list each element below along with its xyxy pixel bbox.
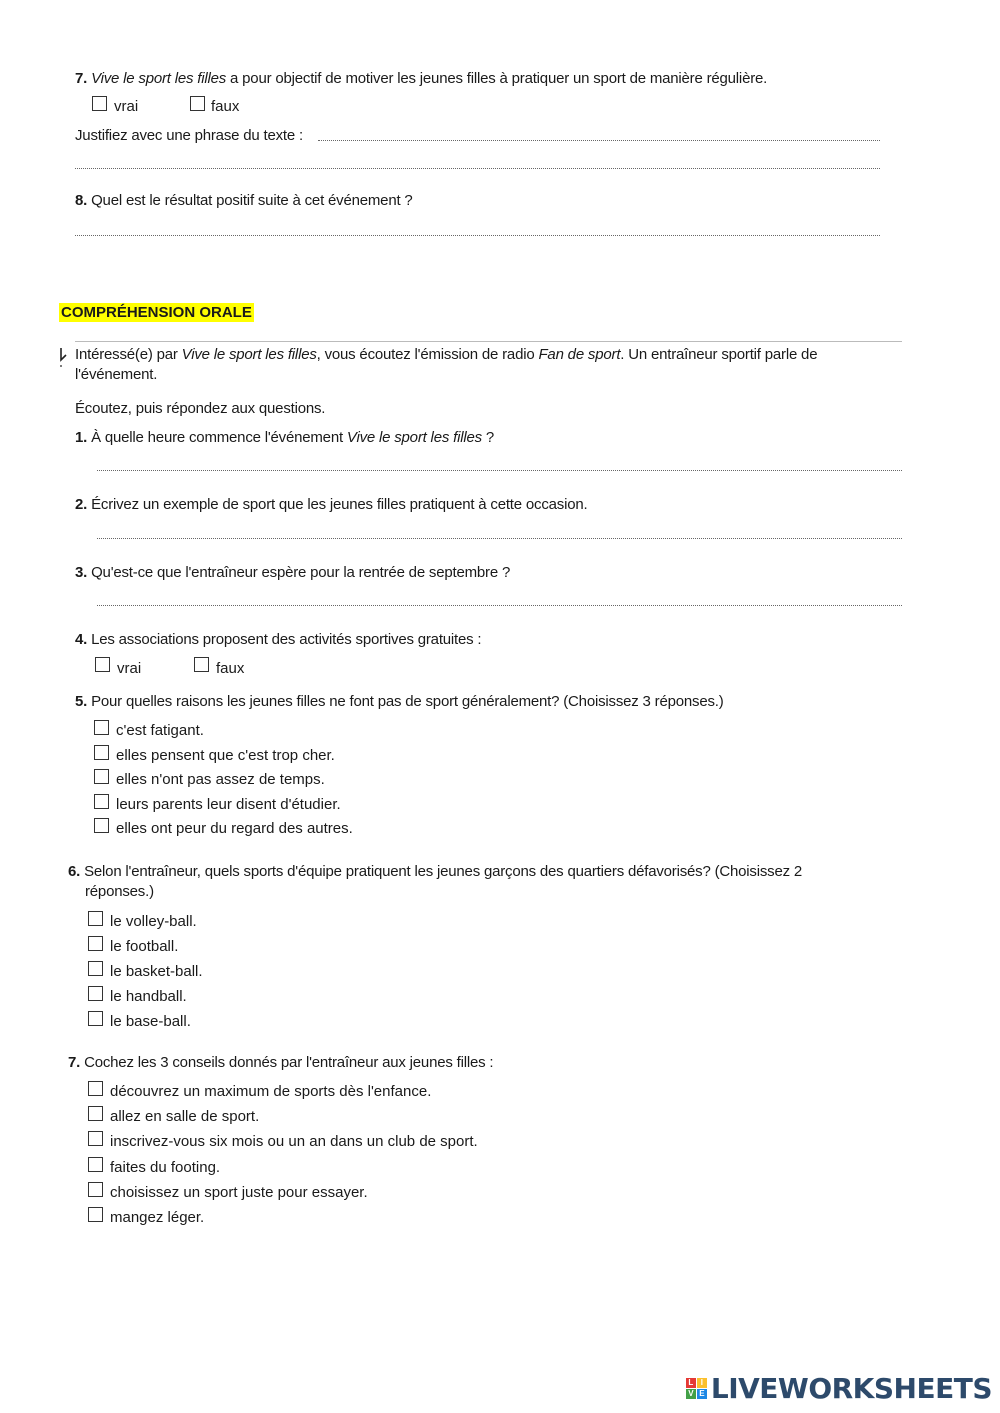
oral-question-5: 5. Pour quelles raisons les jeunes filles ne font pas de sport généralement? (Choisissez 3 réponses.)	[75, 693, 724, 710]
answer-line[interactable]	[318, 140, 880, 141]
option-vrai-label: vrai	[114, 98, 139, 115]
question-number: 7.	[68, 1054, 81, 1071]
oral-question-3: 3. Qu'est-ce que l'entraîneur espère pour la rentrée de septembre ?	[75, 564, 511, 581]
section-divider	[75, 341, 902, 342]
liveworksheets-logo[interactable]	[686, 1372, 992, 1405]
checkbox-option[interactable]	[88, 1011, 103, 1026]
checkbox-option[interactable]	[88, 961, 103, 976]
section-intro-line2: l'événement.	[75, 366, 158, 383]
question-number: 2.	[75, 496, 88, 513]
oral-question-4: 4. Les associations proposent des activités sportives gratuites :	[75, 631, 482, 648]
question-7-reading	[75, 70, 767, 87]
question-8-reading	[75, 192, 413, 209]
audio-icon[interactable]	[58, 346, 68, 368]
option-label: le basket-ball.	[110, 963, 203, 980]
answer-line[interactable]	[75, 168, 880, 169]
answer-line[interactable]	[97, 470, 902, 471]
checkbox-option[interactable]	[94, 769, 109, 784]
answer-line[interactable]	[97, 538, 902, 539]
option-label: leurs parents leur disent d'étudier.	[116, 796, 341, 813]
answer-line[interactable]	[97, 605, 902, 606]
answer-line[interactable]	[75, 235, 880, 236]
oral-question-6: 6. Selon l'entraîneur, quels sports d'équipe pratiquent les jeunes garçons des quartiers défavorisés? (Choisissez 2	[68, 863, 803, 880]
checkbox-vrai[interactable]	[95, 657, 110, 672]
option-label: allez en salle de sport.	[110, 1108, 260, 1125]
brand-name: LIVEWORKSHEETS	[710, 1372, 992, 1405]
question-number: 8.	[75, 192, 88, 209]
option-label: découvrez un maximum de sports dès l'enfance.	[110, 1083, 432, 1100]
checkbox-faux[interactable]	[194, 657, 209, 672]
question-number: 5.	[75, 693, 88, 710]
question-number: 1.	[75, 429, 88, 446]
option-label: elles n'ont pas assez de temps.	[116, 771, 325, 788]
option-label: le football.	[110, 938, 179, 955]
section-title: COMPRÉHENSION ORALE	[61, 304, 252, 321]
checkbox-option[interactable]	[88, 936, 103, 951]
checkbox-option[interactable]	[88, 1182, 103, 1197]
option-label: mangez léger.	[110, 1209, 205, 1226]
option-label: le volley-ball.	[110, 913, 197, 930]
option-label: le handball.	[110, 988, 187, 1005]
question-text: a pour objectif de motiver les jeunes filles à pratiquer un sport de manière régulière.	[226, 70, 768, 87]
option-label: inscrivez-vous six mois ou un an dans un club de sport.	[110, 1133, 478, 1150]
logo-icon: L I V E	[686, 1378, 707, 1399]
section-intro: Intéressé(e) par Vive le sport les filles, vous écoutez l'émission de radio Fan de sport. Un entraîneur sportif parle de	[75, 346, 818, 363]
question-number: 6.	[68, 863, 81, 880]
checkbox-option[interactable]	[94, 720, 109, 735]
option-label: faites du footing.	[110, 1159, 221, 1176]
checkbox-option[interactable]	[88, 1131, 103, 1146]
checkbox-option[interactable]	[94, 794, 109, 809]
checkbox-option[interactable]	[88, 1081, 103, 1096]
question-text: Quel est le résultat positif suite à cet événement ?	[91, 192, 413, 209]
option-faux-label: faux	[211, 98, 240, 115]
oral-question-2: 2. Écrivez un exemple de sport que les jeunes filles pratiquent à cette occasion.	[75, 496, 588, 513]
checkbox-option[interactable]	[88, 1207, 103, 1222]
checkbox-option[interactable]	[88, 986, 103, 1001]
option-label: elles pensent que c'est trop cher.	[116, 747, 335, 764]
checkbox-option[interactable]	[88, 1106, 103, 1121]
event-name: Vive le sport les filles	[91, 70, 227, 87]
checkbox-vrai[interactable]	[92, 96, 107, 111]
option-label: le base-ball.	[110, 1013, 191, 1030]
checkbox-option[interactable]	[94, 818, 109, 833]
option-vrai-label: vrai	[117, 660, 142, 677]
oral-question-1: 1. À quelle heure commence l'événement Vive le sport les filles ?	[75, 429, 495, 446]
option-label: elles ont peur du regard des autres.	[116, 820, 353, 837]
option-label: c'est fatigant.	[116, 722, 204, 739]
question-number: 3.	[75, 564, 88, 581]
justify-label: Justifiez avec une phrase du texte :	[75, 127, 303, 144]
checkbox-option[interactable]	[94, 745, 109, 760]
question-text-continued: réponses.)	[85, 883, 154, 900]
question-number: 7.	[75, 70, 88, 87]
option-faux-label: faux	[216, 660, 245, 677]
checkbox-faux[interactable]	[190, 96, 205, 111]
option-label: choisissez un sport juste pour essayer.	[110, 1184, 368, 1201]
checkbox-option[interactable]	[88, 1157, 103, 1172]
instruction: Écoutez, puis répondez aux questions.	[75, 400, 326, 417]
checkbox-option[interactable]	[88, 911, 103, 926]
oral-question-7: 7. Cochez les 3 conseils donnés par l'entraîneur aux jeunes filles :	[68, 1054, 494, 1071]
question-number: 4.	[75, 631, 88, 648]
